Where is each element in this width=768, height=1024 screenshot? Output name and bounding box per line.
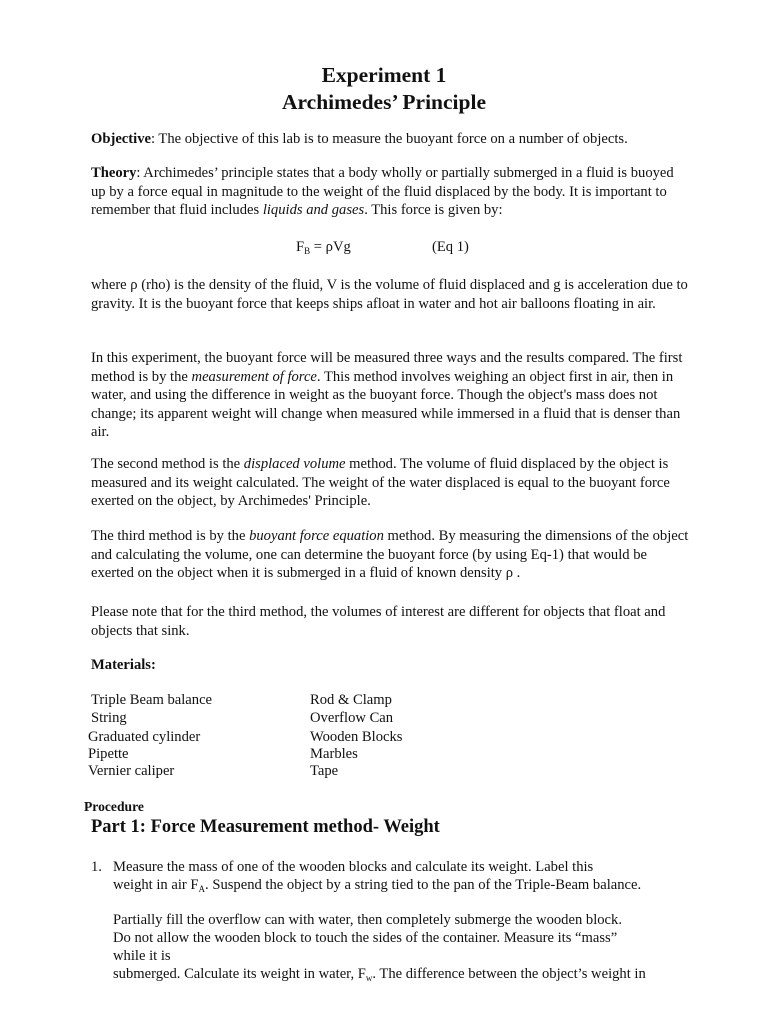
equation-lhs: F — [296, 239, 305, 255]
subscript: w — [365, 973, 373, 983]
equation-label: (Eq 1) — [432, 239, 469, 255]
theory-text: : Archimedes’ principle states that a body wholly or partially submerged in a fluid is buoyed up by a force equal in magnitude to the weight of the fluid displaced by the body. It is important to remember that fluid includes — [91, 165, 674, 219]
material-item: Triple Beam balance — [91, 692, 213, 708]
step1-line: while it is — [113, 948, 171, 964]
theory-emphasis: liquids and gases — [262, 202, 365, 219]
third-method-paragraph — [91, 527, 691, 583]
note-paragraph: Please note that for the third method, the volumes of interest are different for objects that float and objects that sink. — [91, 604, 666, 639]
material-item: Marbles — [310, 746, 358, 762]
first-method-text: In this experiment, the buoyant force will be measured three ways and the results compared. The first method is by the — [91, 350, 683, 385]
procedure-heading: Procedure — [84, 799, 144, 814]
first-method-text-end: . This method involves weighing an object first in air, then in water, and using the difference in weight as the buoyant force. Though the object's mass does not change; its apparent weight will change when measured while immersed in a fluid that is denser than air. — [91, 368, 681, 441]
subscript: A — [198, 884, 206, 894]
material-item: Tape — [310, 763, 339, 779]
materials-heading: Materials: — [91, 657, 156, 673]
step1-text: . Suspend the object by a string tied to the pan of the Triple-Beam balance. — [205, 877, 642, 893]
step1-text: . The difference between the object’s weight in — [372, 966, 646, 982]
material-item: Wooden Blocks — [310, 729, 403, 745]
step1-line — [113, 876, 703, 899]
second-method-paragraph — [91, 455, 691, 511]
objective-label: Objective — [91, 131, 151, 147]
second-method-text-end: method. The volume of fluid displaced by the object is measured and its weight calculated. The weight of the water displaced is equal to the buoyant force exerted on the object, by Archimedes' Principle. — [91, 456, 670, 510]
first-method-emphasis: measurement of force — [191, 368, 317, 385]
page-title: Experiment 1 — [321, 63, 447, 87]
third-method-emphasis: buoyant force equation — [249, 528, 384, 544]
material-item: Graduated cylinder — [88, 729, 201, 745]
equation — [296, 238, 351, 261]
page-subtitle: Archimedes’ Principle — [281, 90, 486, 114]
objective-text: : The objective of this lab is to measure the buoyant force on a number of objects. — [150, 131, 628, 147]
theory-label: Theory — [91, 165, 137, 181]
part1-heading: Part 1: Force Measurement method- Weight — [91, 817, 440, 837]
material-item: String — [91, 710, 127, 726]
material-item: Vernier caliper — [88, 763, 175, 779]
theory-text-end: . This force is given by: — [364, 202, 503, 219]
third-method-text: The third method is by the — [91, 528, 250, 544]
theory-paragraph — [91, 164, 691, 220]
objective-paragraph — [91, 130, 691, 149]
step1-text: weight in air F — [113, 877, 199, 893]
third-method-text-end: method. By measuring the dimensions of the object and calculating the volume, one can determine the buoyant force (by using Eq-1) that would be exerted on the object when it is submerged in a fluid of known density ρ . — [91, 528, 689, 582]
equation-rhs: = ρVg — [310, 239, 351, 255]
material-item: Overflow Can — [310, 710, 394, 726]
step1-text: submerged. Calculate its weight in water, F — [113, 966, 366, 982]
where-paragraph: where ρ (rho) is the density of the fluid, V is the volume of fluid displaced and g is acceleration due to gravity. It is the buoyant force that keeps ships afloat in water and hot air balloons floating in air. — [91, 277, 688, 312]
equation-subscript: B — [304, 246, 311, 256]
first-method-paragraph — [91, 349, 691, 442]
material-item: Pipette — [88, 746, 129, 762]
second-method-emphasis: displaced volume — [243, 456, 346, 472]
step1-line: Measure the mass of one of the wooden blocks and calculate its weight. Label this — [113, 859, 594, 875]
second-method-text: The second method is the — [91, 456, 244, 472]
step1-line — [113, 965, 703, 988]
step-number: 1. — [91, 859, 102, 875]
step1-line: Do not allow the wooden block to touch the sides of the container. Measure its “mass” — [113, 930, 618, 946]
step1-line: Partially fill the overflow can with water, then completely submerge the wooden block. — [113, 912, 622, 928]
material-item: Rod & Clamp — [310, 692, 392, 708]
